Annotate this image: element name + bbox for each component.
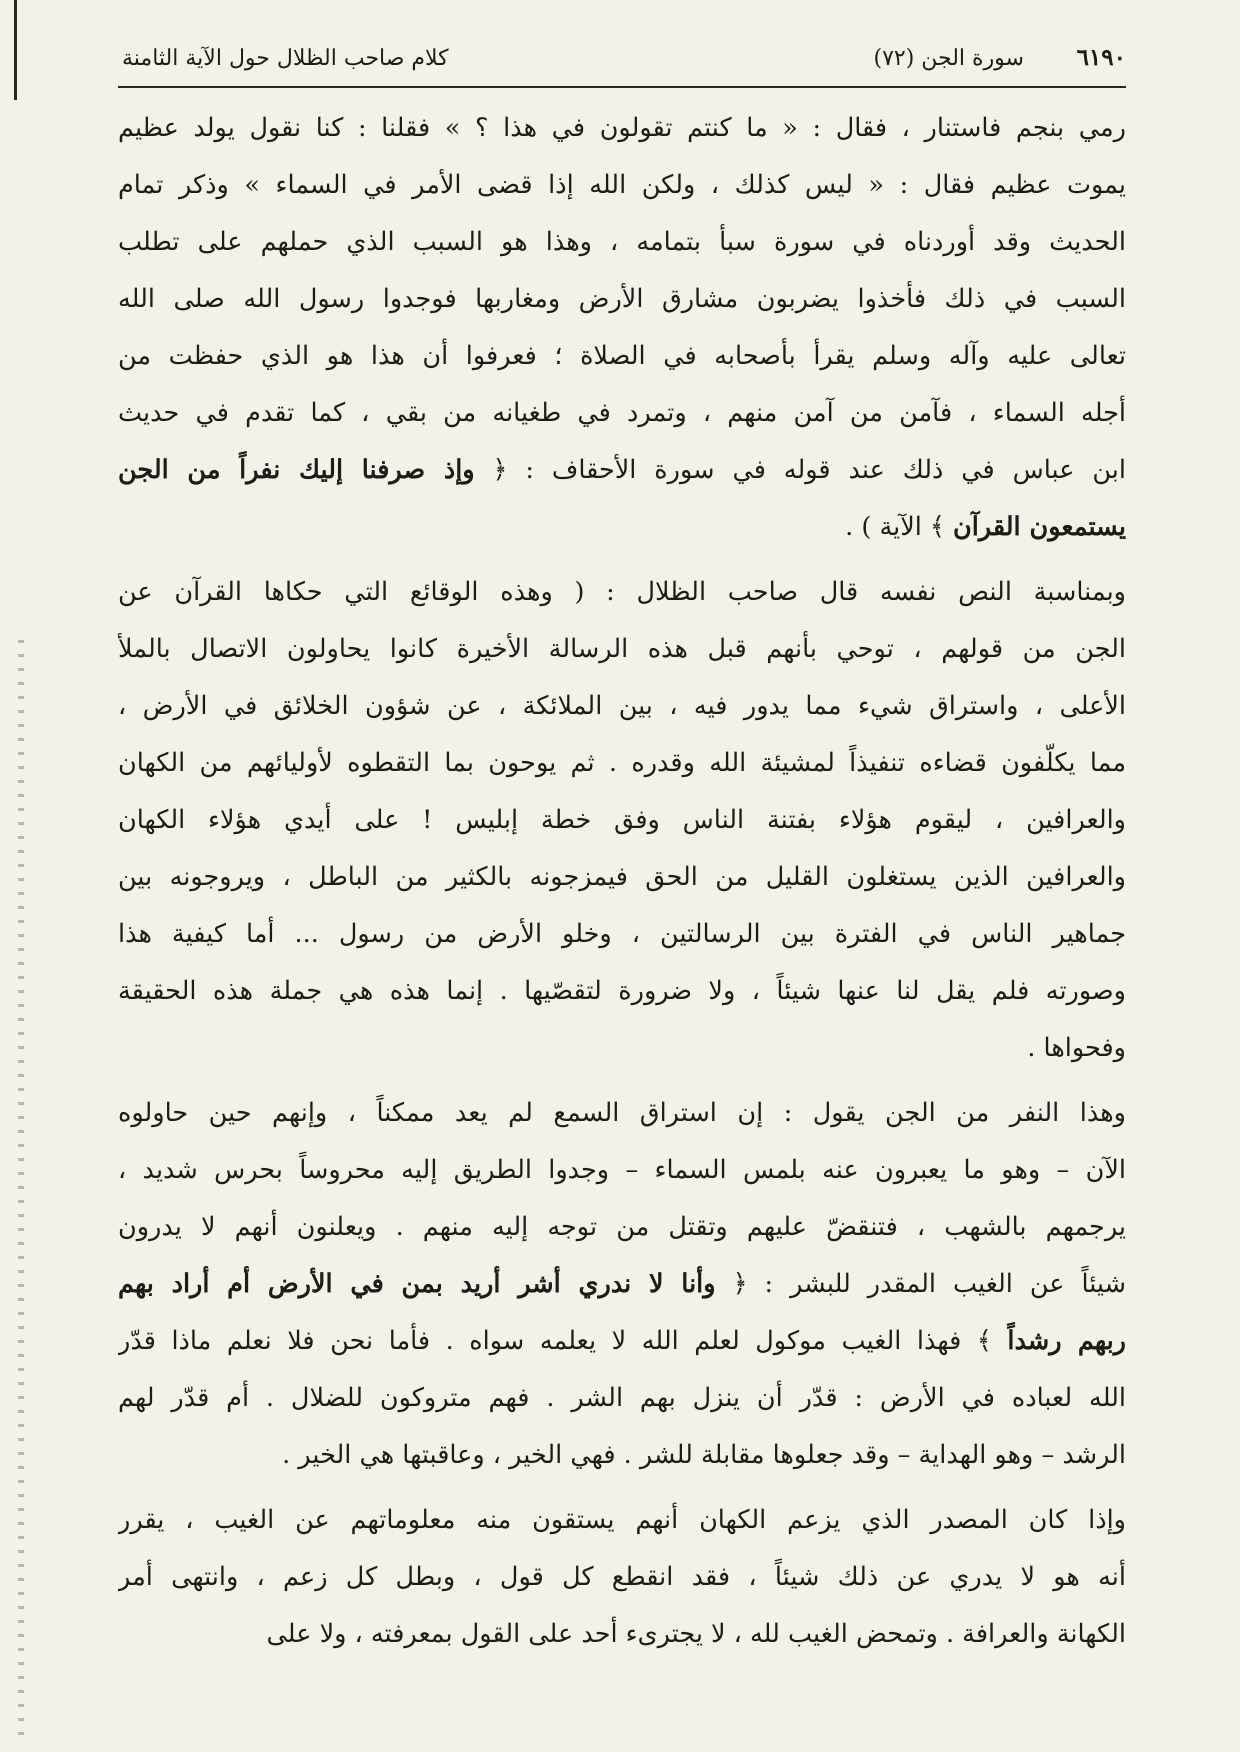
page-body [118, 100, 1126, 1663]
text-line [118, 499, 1126, 556]
text-line [118, 906, 1126, 963]
quran-verse-text: وإذ صرفنا إليك نفراً من الجن [118, 455, 475, 485]
paragraph [118, 1492, 1126, 1663]
text-line [118, 442, 1126, 499]
text-segment: يرجمهم بالشهب ، فتنقضّ عليهم وتقتل من توجه إليه منهم . ويعلنون أنهم لا يدرون [118, 1212, 1126, 1242]
text-line [118, 1427, 1126, 1484]
quran-verse-text: يستمعون القرآن [953, 512, 1126, 542]
text-line [118, 1142, 1126, 1199]
text-segment: الآن – وهو ما يعبرون عنه بلمس السماء – وجدوا الطريق إليه محروساً بحرس شديد ، [118, 1155, 1126, 1185]
text-segment: تعالى عليه وآله وسلم يقرأ بأصحابه في الصلاة ؛ فعرفوا أن هذا هو الذي حفظت من [118, 341, 1126, 371]
text-segment: الكهانة والعرافة . وتمحض الغيب لله ، لا يجترىء أحد على القول بمعرفته ، ولا على [266, 1619, 1126, 1649]
text-line [118, 1085, 1126, 1142]
paragraph [118, 564, 1126, 1077]
paragraph [118, 1085, 1126, 1484]
text-line [118, 735, 1126, 792]
text-line [118, 385, 1126, 442]
text-segment: الجن من قولهم ، توحي بأنهم قبل هذه الرسالة الأخيرة كانوا يحاولون الاتصال بالملأ [118, 634, 1126, 664]
text-segment: وصورته فلم يقل لنا عنها شيئاً ، ولا ضرورة لتقصّيها . إنما هذه هي جملة هذه الحقيقة [118, 976, 1126, 1006]
running-header [118, 40, 1126, 80]
book-page [118, 40, 1126, 1671]
section-title: كلام صاحب الظلال حول الآية الثامنة [122, 46, 449, 71]
text-line [118, 1606, 1126, 1663]
text-line [118, 678, 1126, 735]
text-segment: الحديث وقد أوردناه في سورة سبأ بتمامه ، وهذا هو السبب الذي حملهم على تطلب [118, 227, 1126, 257]
text-line [118, 100, 1126, 157]
text-line [118, 1020, 1126, 1077]
text-segment: مما يكلّفون قضاءه تنفيذاً لمشيئة الله وقدره . ثم يوحون بما التقطوه لأوليائهم من الكهان [118, 748, 1126, 778]
text-segment: الله لعباده في الأرض : قدّر أن ينزل بهم الشر . فهم متروكون للضلال . أم قدّر لهم [118, 1383, 1126, 1413]
quran-verse-text: ربهم رشداً [1007, 1326, 1126, 1356]
text-segment: والعرافين الذين يستغلون القليل من الحق فيمزجونه بالكثير من الباطل ، ويروجونه بين [118, 862, 1126, 892]
text-segment: أجله السماء ، فآمن من آمن منهم ، وتمرد في طغيانه من بقي ، كما تقدم في حديث [118, 398, 1126, 428]
text-segment: شيئاً عن الغيب المقدر للبشر : ﴿ [715, 1269, 1126, 1299]
text-segment: الرشد – وهو الهداية – وقد جعلوها مقابلة للشر . فهي الخير ، وعاقبتها هي الخير . [282, 1440, 1126, 1470]
text-line [118, 157, 1126, 214]
text-segment: والعرافين ، ليقوم هؤلاء بفتنة الناس وفق خطة إبليس ! على أيدي هؤلاء الكهان [118, 805, 1126, 835]
text-segment: وبمناسبة النص نفسه قال صاحب الظلال : ( وهذه الوقائع التي حكاها القرآن عن [118, 577, 1126, 607]
text-line [118, 792, 1126, 849]
text-segment: أنه هو لا يدري عن ذلك شيئاً ، فقد انقطع كل قول ، وبطل كل زعم ، وانتهى أمر [118, 1562, 1126, 1592]
text-segment: رمي بنجم فاستنار ، فقال : « ما كنتم تقولون في هذا ؟ » فقلنا : كنا نقول يولد عظيم [118, 113, 1126, 143]
quran-verse-text: وأنا لا ندري أشر أريد بمن في الأرض أم أراد بهم [118, 1269, 716, 1299]
text-segment: ابن عباس في ذلك عند قوله في سورة الأحقاف : ﴿ [474, 455, 1126, 485]
header-rule [118, 86, 1126, 88]
scan-edge-marks [18, 640, 24, 1740]
text-segment: وإذا كان المصدر الذي يزعم الكهان أنهم يستقون منه معلوماتهم عن الغيب ، يقرر [118, 1505, 1126, 1535]
text-segment: ﴾ فهذا الغيب موكول لعلم الله لا يعلمه سواه . فأما نحن فلا نعلم ماذا قدّر [118, 1326, 1008, 1356]
binding-edge [14, 0, 17, 100]
surah-name: سورة الجن (٧٢) [873, 46, 1024, 71]
text-line [118, 1256, 1126, 1313]
text-segment: يموت عظيم فقال : « ليس كذلك ، ولكن الله إذا قضى الأمر في السماء » وذكر تمام [118, 170, 1126, 200]
text-line [118, 328, 1126, 385]
text-line [118, 963, 1126, 1020]
text-line [118, 1549, 1126, 1606]
text-line [118, 271, 1126, 328]
text-line [118, 849, 1126, 906]
text-segment: السبب في ذلك فأخذوا يضربون مشارق الأرض ومغاربها فوجدوا رسول الله صلى الله [118, 284, 1126, 314]
paragraph [118, 100, 1126, 556]
text-segment: وفحواها . [1027, 1033, 1126, 1063]
text-line [118, 564, 1126, 621]
text-segment: الأعلى ، واستراق شيء مما يدور فيه ، بين الملائكة ، عن شؤون الخلائق في الأرض ، [118, 691, 1126, 721]
text-segment: وهذا النفر من الجن يقول : إن استراق السمع لم يعد ممكناً ، وإنهم حين حاولوه [118, 1098, 1126, 1128]
text-line [118, 1370, 1126, 1427]
text-line [118, 214, 1126, 271]
text-line [118, 1313, 1126, 1370]
text-line [118, 1199, 1126, 1256]
text-line [118, 621, 1126, 678]
text-segment: ﴾ الآية ) . [845, 512, 953, 542]
text-segment: جماهير الناس في الفترة بين الرسالتين ، وخلو الأرض من رسول ... أما كيفية هذا [118, 919, 1126, 949]
page-number: ٦١٩٠ [1076, 44, 1126, 71]
text-line [118, 1492, 1126, 1549]
